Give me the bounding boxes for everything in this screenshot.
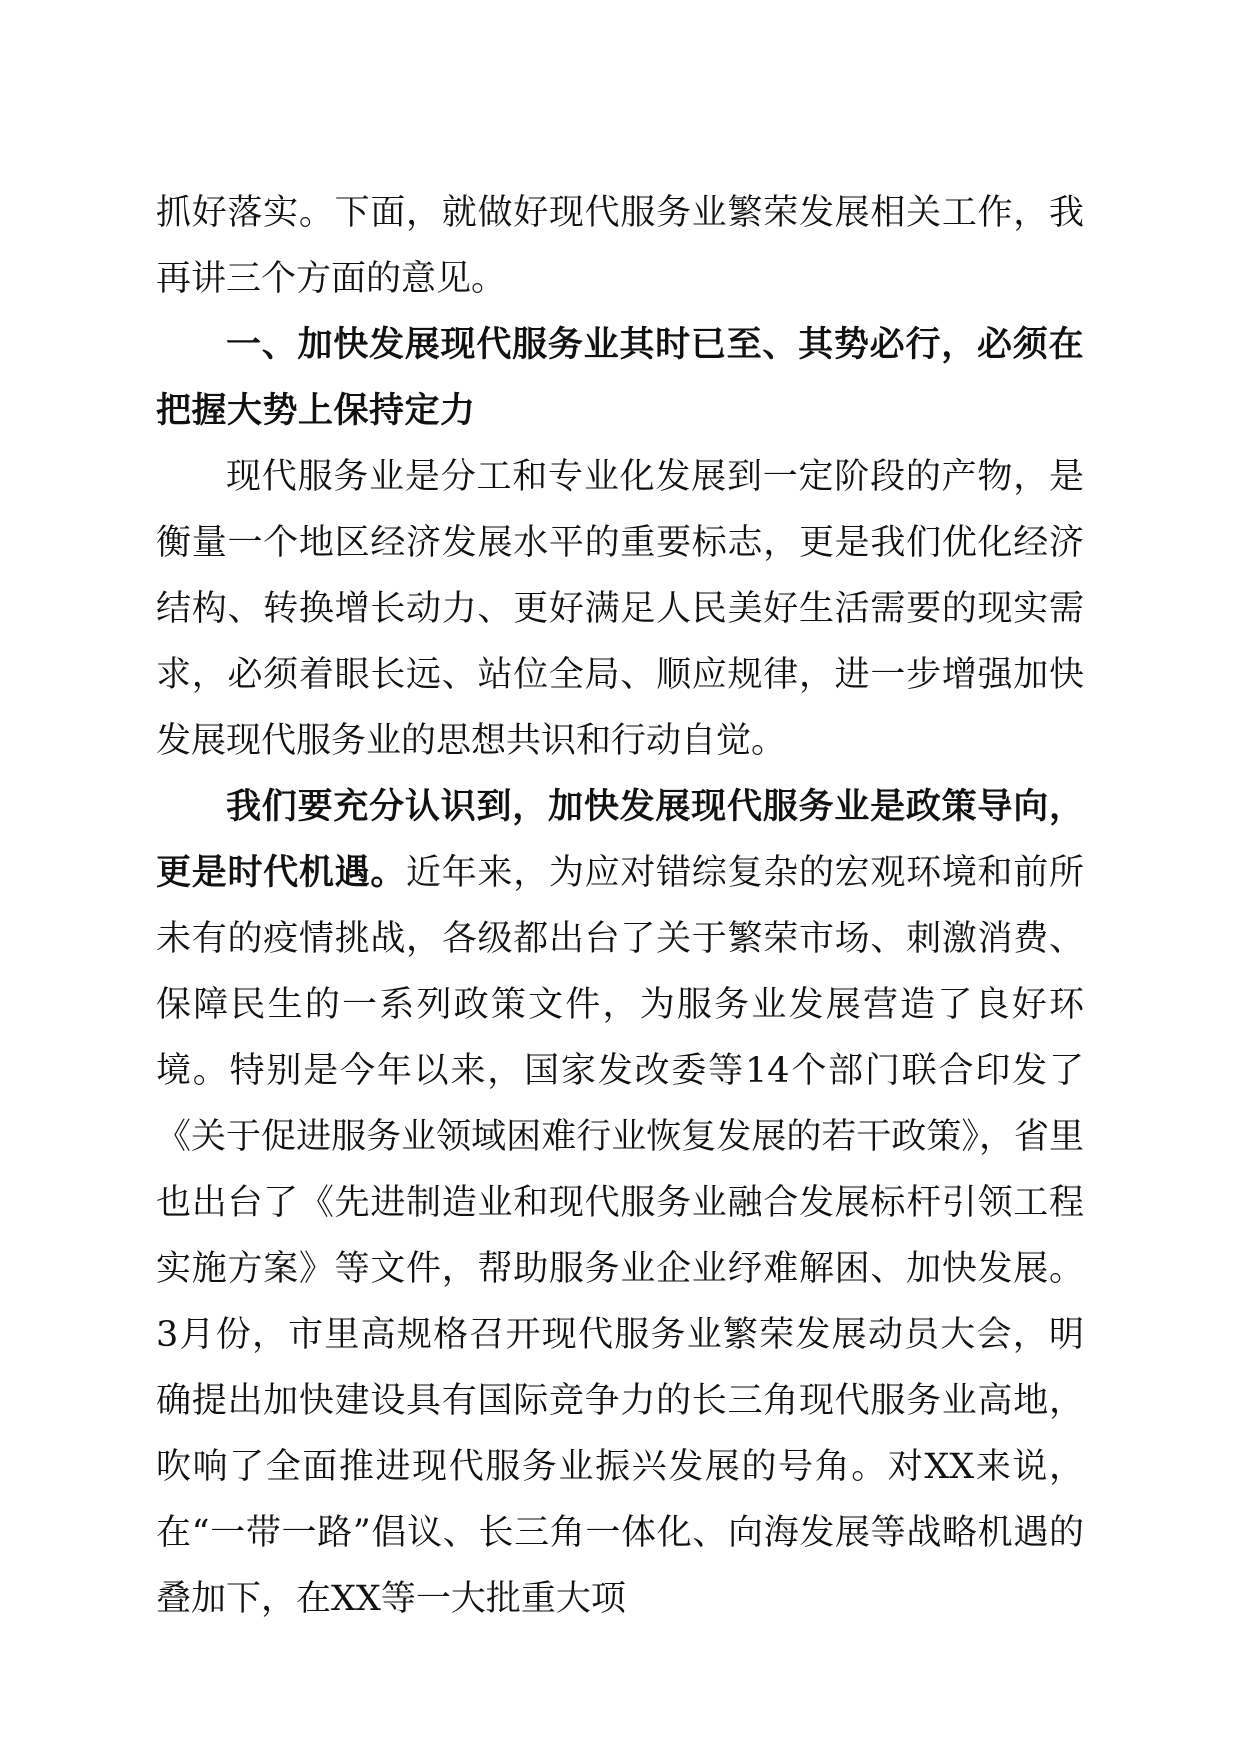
body-paragraph-2 [156, 774, 1084, 1632]
paragraph-2-bold-lead: 我们要充分认识到，加快发展现代服务业是政策导向，更是时代机遇。 [156, 786, 1084, 893]
document-body [156, 180, 1084, 1632]
body-paragraph-1: 现代服务业是分工和专业化发展到一定阶段的产物，是衡量一个地区经济发展水平的重要标志，更是我们优化经济结构、转换增长动力、更好满足人民美好生活需要的现实需求，必须着眼长远、站位全局、顺应规律，进一步增强加快发展现代服务业的思想共识和行动自觉。 [156, 457, 1084, 761]
section-heading: 一、加快发展现代服务业其时已至、其势必行，必须在把握大势上保持定力 [156, 325, 1084, 431]
paragraph-2-body: 近年来，为应对错综复杂的宏观环境和前所未有的疫情挑战，各级都出台了关于繁荣市场、刺激消费、保障民生的一系列政策文件，为服务业发展营造了良好环境。特别是今年以来，国家发改委等14个部门联合印发了《关于促进服务业领域困难行业恢复发展的若干政策》，省里也出台了《先进制造业和现代服务业融合发展标杆引领工程实施方案》等文件，帮助服务业企业纾难解困、加快发展。3月份，市里高规格召开现代服务业繁荣发展动员大会，明确提出加快建设具有国际竞争力的长三角现代服务业高地，吹响了全面推进现代服务业振兴发展的号角。对XX来说，在“一带一路”倡议、长三角一体化、向海发展等战略机遇的叠加下，在XX等一大批重大项 [156, 853, 1084, 1619]
continuation-paragraph: 抓好落实。下面，就做好现代服务业繁荣发展相关工作，我再讲三个方面的意见。 [156, 193, 1084, 299]
